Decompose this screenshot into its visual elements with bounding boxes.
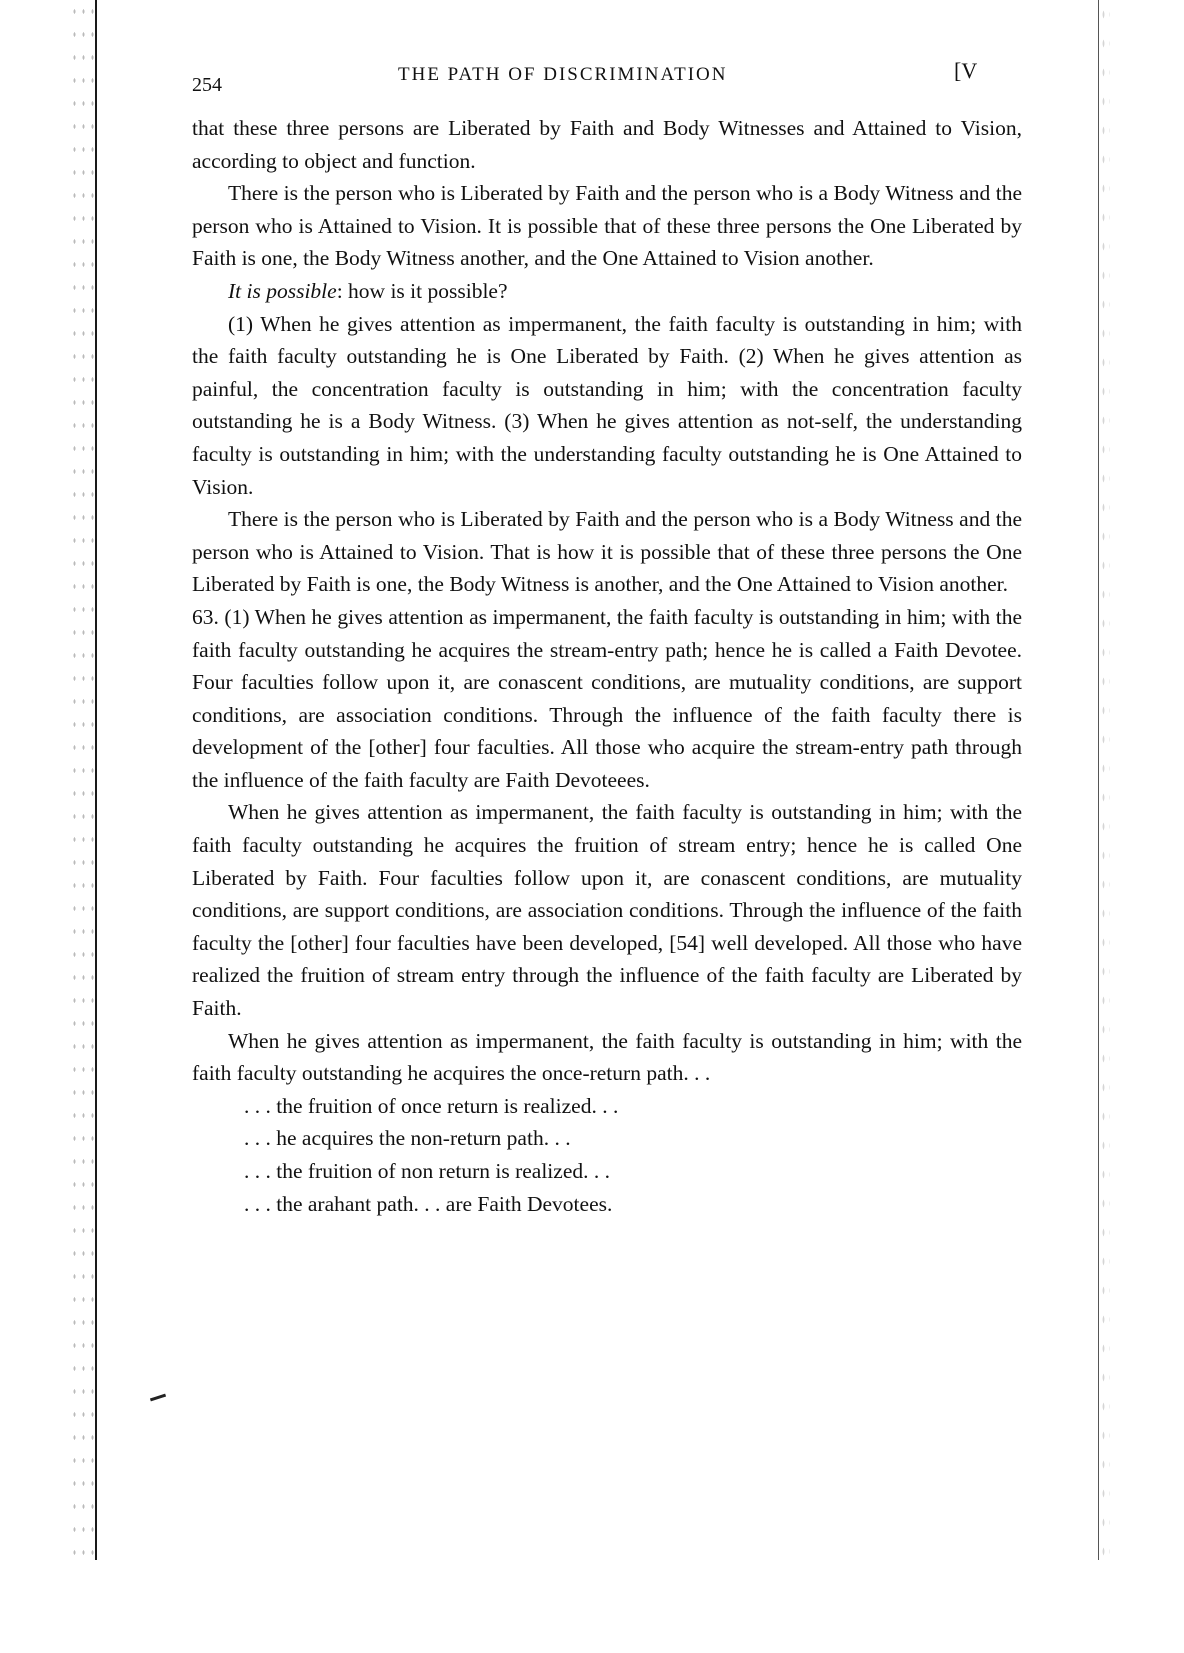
scan-border-left [95, 0, 97, 1560]
scan-speckle-right [1100, 0, 1110, 1560]
paragraph-numbered: 63. (1) When he gives attention as impermanent, the faith faculty is outstanding in him; with the faith faculty outstanding he acquires the stream-entry path; hence he is called a Faith Devotee. Four faculties follow upon it, are conascent conditions, are mutuality conditions, are support conditions, are association conditions. Through the influence of the faith faculty there is development of the [other] four faculties. All those who acquire the stream-entry path through the influence of the faith faculty are Faith Devoteees. [192, 604, 1022, 792]
book-page [192, 58, 1022, 1220]
stray-scan-mark [150, 1394, 166, 1402]
paragraph: There is the person who is Liberated by Faith and the person who is a Body Witness and the person who is Attained to Vision. It is possible that of these three persons the One Liberated by Faith is one, the Body Witness another, and the One Attained to Vision another. [192, 181, 1022, 271]
paragraph-continuation: that these three persons are Liberated by Faith and Body Witnesses and Attained to Vision, according to object and function. [192, 116, 1022, 173]
scan-border-right [1098, 0, 1099, 1560]
section-mark: [V [954, 58, 978, 83]
ellipsis-line: . . . the fruition of non return is realized. . . [244, 1159, 610, 1183]
ellipsis-line: . . . he acquires the non-return path. . . [244, 1126, 571, 1151]
ellipsis-line: . . . the arahant path. . . are Faith Devotees. [244, 1191, 613, 1216]
paragraph-question [192, 275, 1022, 308]
italic-lead: It is possible [228, 278, 337, 303]
paragraph: When he gives attention as impermanent, the faith faculty is outstanding in him; with the faith faculty outstanding he acquires the once-return path. . . [192, 1028, 1022, 1086]
paragraph: When he gives attention as impermanent, the faith faculty is outstanding in him; with the faith faculty outstanding he acquires the fruition of stream entry; hence he is called One Liberated by Faith. Four faculties follow upon it, are conascent conditions, are mutuality conditions, are support conditions, are association conditions. Through the influence of the faith faculty the [other] four faculties have been developed, [54] well developed. All those who have realized the fruition of stream entry through the influence of the faith faculty are Liberated by Faith. [192, 800, 1022, 1021]
paragraph: There is the person who is Liberated by Faith and the person who is a Body Witness and the person who is Attained to Vision. That is how it is possible that of these three persons the One Liberated by Faith is one, the Body Witness is another, and the One Attained to Vision another. [192, 507, 1022, 597]
body-text [192, 112, 1022, 1220]
ellipsis-line: . . . the fruition of once return is realized. . . [244, 1093, 619, 1118]
scan-speckle-left [70, 0, 96, 1560]
paragraph: (1) When he gives attention as impermanent, the faith faculty is outstanding in him; with the faith faculty outstanding he is One Liberated by Faith. (2) When he gives attention as painful, the concentration faculty is outstanding in him; with the concentration faculty outstanding he is a Body Witness. (3) When he gives attention as not-self, the understanding faculty is outstanding in him; with the understanding faculty outstanding he is One Attained to Vision. [192, 311, 1022, 499]
page-number: 254 [192, 74, 222, 96]
running-head [192, 58, 1022, 98]
question-text: : how is it possible? [336, 278, 508, 303]
running-title: THE PATH OF DISCRIMINATION [398, 64, 728, 85]
